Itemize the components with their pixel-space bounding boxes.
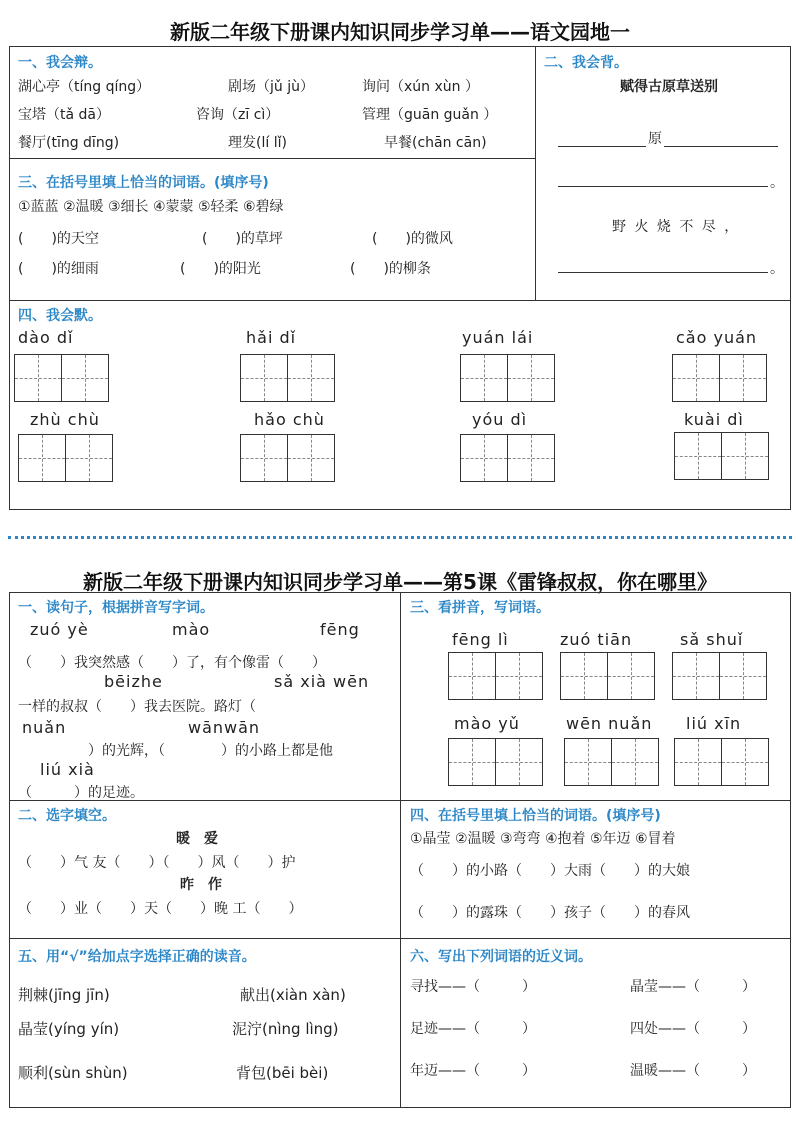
pronunciation-item[interactable]: 早餐(chān cān) (384, 135, 487, 151)
fill-blank-row[interactable]: （ ）的小路（ ）大雨（ ）的大娘 (410, 863, 690, 879)
writing-grid[interactable] (672, 652, 767, 700)
page-separator (8, 536, 792, 539)
synonym-item[interactable]: 温暖——（ ） (630, 1063, 756, 1079)
pinyin-hint: nuǎn (22, 718, 67, 737)
section-heading: 五、用“√”给加点字选择正确的读音。 (18, 949, 256, 965)
section-heading: 一、读句子，根据拼音写字词。 (18, 600, 214, 616)
answer-line[interactable] (558, 272, 768, 273)
pronunciation-item[interactable]: 宝塔（tǎ dā） (18, 107, 110, 123)
char-pair: 昨 作 (180, 877, 222, 893)
pronunciation-item[interactable]: 湖心亭（tíng qíng） (18, 79, 151, 95)
poem-char: 原 (648, 131, 662, 147)
fill-blank[interactable]: ( )的草坪 (202, 231, 283, 247)
writing-grid[interactable] (14, 354, 109, 402)
options-list: ①晶莹 ②温暖 ③弯弯 ④抱着 ⑤年迈 ⑥冒着 (410, 831, 676, 847)
pronunciation-item[interactable]: 咨询（zī cì） (196, 107, 280, 123)
period: 。 (770, 175, 784, 191)
sentence-line[interactable]: ）的光辉，（ ）的小路上都是他 (88, 743, 333, 759)
pinyin-hint: zuó yè (30, 620, 89, 639)
fill-blank-row[interactable]: （ ）的露珠（ ）孩子（ ）的春风 (410, 905, 690, 921)
pinyin-hint: bēizhe (104, 672, 163, 691)
pinyin-label: dào dǐ (18, 328, 74, 347)
writing-grid[interactable] (564, 738, 659, 786)
pronunciation-item[interactable]: 询问（xún xùn ） (362, 79, 479, 95)
fill-blank[interactable]: ( )的柳条 (350, 261, 431, 277)
pinyin-label: sǎ shuǐ (680, 630, 744, 649)
sheet1-title: 新版二年级下册课内知识同步学习单——语文园地一 (170, 20, 630, 44)
sentence-line[interactable]: （ ）我突然感（ ）了，有个像雷（ ） (18, 655, 326, 671)
fill-blank[interactable]: ( )的微风 (372, 231, 453, 247)
section-heading: 三、看拼音，写词语。 (410, 600, 550, 616)
answer-line[interactable] (558, 186, 768, 187)
synonym-item[interactable]: 足迹——（ ） (410, 1021, 536, 1037)
pinyin-label: hǎo chù (254, 410, 325, 429)
section-heading: 三、在括号里填上恰当的词语。(填序号) (18, 175, 269, 191)
poem-line: 野 火 烧 不 尽 ， (612, 219, 741, 235)
section-heading: 六、写出下列词语的近义词。 (410, 949, 592, 965)
writing-grid[interactable] (674, 432, 769, 480)
pronunciation-item[interactable]: 献出(xiàn xàn) (240, 986, 346, 1004)
pinyin-label: hǎi dǐ (246, 328, 297, 347)
pinyin-label: liú xīn (686, 714, 742, 733)
fill-blank[interactable]: ( )的细雨 (18, 261, 99, 277)
char-pair: 暖 爱 (176, 831, 218, 847)
section-heading: 二、我会背。 (544, 55, 628, 71)
pronunciation-item[interactable]: 餐厅(tīng dīng) (18, 135, 120, 151)
writing-grid[interactable] (448, 652, 543, 700)
pinyin-label: yóu dì (472, 410, 528, 429)
period: 。 (770, 261, 784, 277)
writing-grid[interactable] (240, 354, 335, 402)
synonym-item[interactable]: 寻找——（ ） (410, 979, 536, 995)
section-heading: 二、选字填空。 (18, 808, 116, 824)
pinyin-label: zuó tiān (560, 630, 633, 649)
pronunciation-item[interactable]: 晶莹(yíng yín) (18, 1020, 120, 1038)
pronunciation-item[interactable]: 剧场（jǔ jù） (228, 79, 314, 95)
pronunciation-item[interactable]: 背包(bēi bèi) (236, 1064, 329, 1082)
poem-title: 赋得古原草送别 (620, 79, 718, 95)
options-list: ①蓝蓝 ②温暖 ③细长 ④蒙蒙 ⑤轻柔 ⑥碧绿 (18, 199, 284, 215)
section-heading: 四、我会默。 (18, 308, 102, 324)
writing-grid[interactable] (460, 354, 555, 402)
section-heading: 四、在括号里填上恰当的词语。(填序号) (410, 808, 661, 824)
fill-blank-row[interactable]: （ ）气 友（ ）（ ）风（ ）护 (18, 855, 296, 871)
fill-blank[interactable]: ( )的阳光 (180, 261, 261, 277)
synonym-item[interactable]: 年迈——（ ） (410, 1063, 536, 1079)
answer-line[interactable] (664, 146, 778, 147)
writing-grid[interactable] (18, 434, 113, 482)
writing-grid[interactable] (240, 434, 335, 482)
sentence-line[interactable]: 一样的叔叔（ ）我去医院。路灯（ (18, 699, 256, 715)
sheet2-title: 新版二年级下册课内知识同步学习单——第5课《雷锋叔叔，你在哪里》 (83, 570, 717, 594)
answer-line[interactable] (558, 146, 646, 147)
pinyin-label: zhù chù (30, 410, 100, 429)
pinyin-hint: fēng (320, 620, 360, 639)
section-heading: 一、我会辩。 (18, 55, 102, 71)
divider (400, 592, 401, 1108)
pinyin-hint: wānwān (188, 718, 261, 737)
pinyin-label: mào yǔ (454, 714, 520, 733)
synonym-item[interactable]: 四处——（ ） (630, 1021, 756, 1037)
pronunciation-item[interactable]: 理发(lí lǐ) (228, 135, 287, 151)
pinyin-hint: sǎ xià wēn (274, 672, 370, 691)
pronunciation-item[interactable]: 顺利(sùn shùn) (18, 1064, 128, 1082)
fill-blank-row[interactable]: （ ）业（ ）天（ ）晚 工（ ） (18, 901, 303, 917)
pronunciation-item[interactable]: 泥泞(nìng lìng) (232, 1020, 339, 1038)
pronunciation-item[interactable]: 管理（guān guǎn ） (362, 107, 498, 123)
pronunciation-item[interactable]: 荆棘(jīng jīn) (18, 986, 110, 1004)
pinyin-label: fēng lì (452, 630, 509, 649)
pinyin-label: kuài dì (684, 410, 744, 429)
divider (9, 158, 535, 159)
pinyin-label: yuán lái (462, 328, 534, 347)
synonym-item[interactable]: 晶莹——（ ） (630, 979, 756, 995)
writing-grid[interactable] (448, 738, 543, 786)
divider (535, 46, 536, 300)
writing-grid[interactable] (560, 652, 655, 700)
divider (9, 938, 791, 939)
pinyin-label: wēn nuǎn (566, 714, 653, 733)
writing-grid[interactable] (672, 354, 767, 402)
sentence-line[interactable]: （ ）的足迹。 (18, 785, 144, 801)
writing-grid[interactable] (460, 434, 555, 482)
writing-grid[interactable] (674, 738, 769, 786)
fill-blank[interactable]: ( )的天空 (18, 231, 99, 247)
pinyin-hint: liú xià (40, 760, 95, 779)
pinyin-hint: mào (172, 620, 211, 639)
pinyin-label: cǎo yuán (676, 328, 758, 347)
divider (9, 300, 791, 301)
